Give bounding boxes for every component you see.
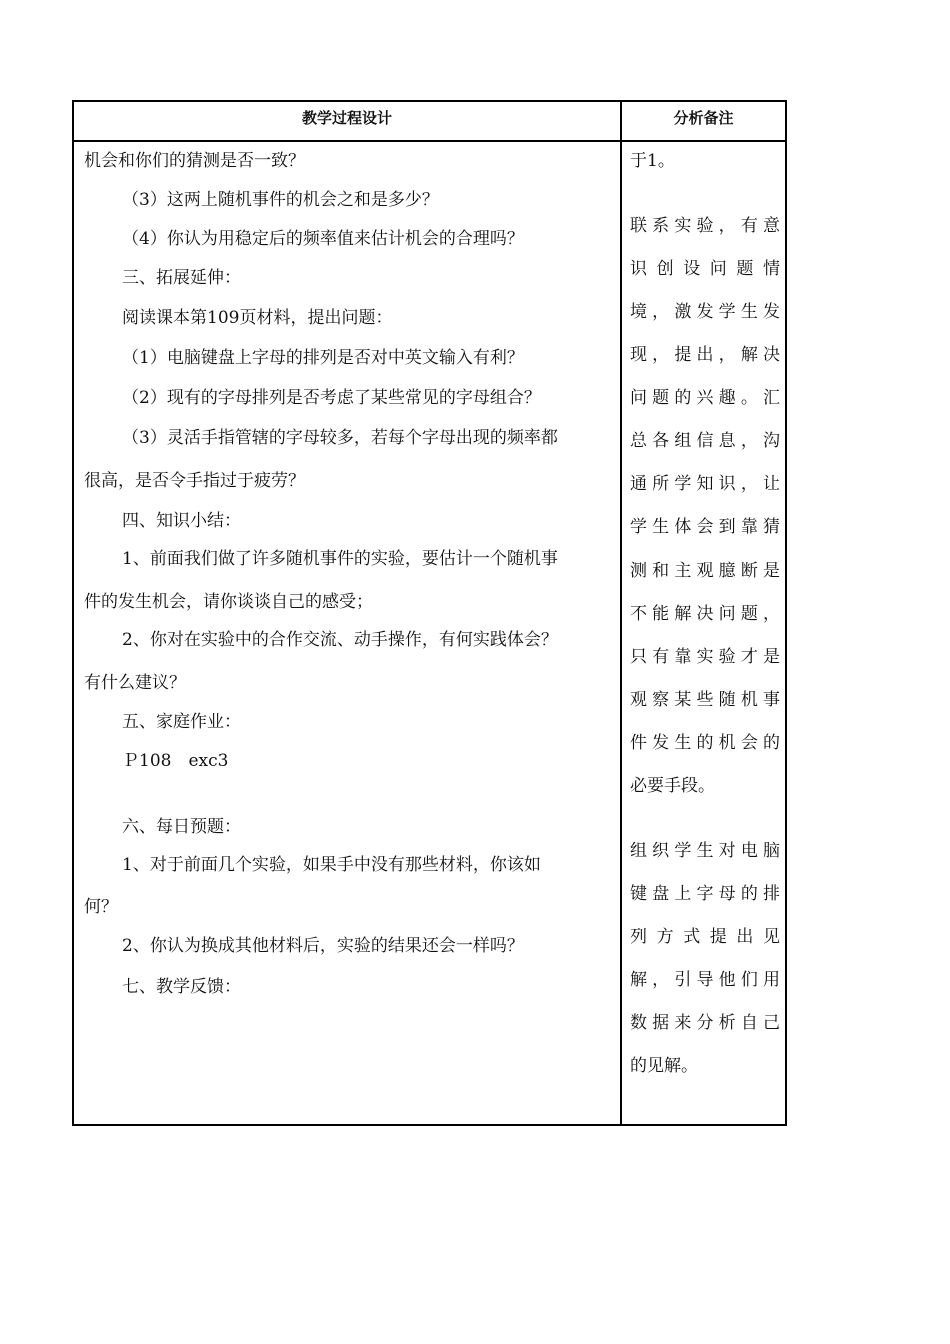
note-line: 联系实验，有意: [630, 216, 780, 236]
column-divider: [620, 102, 622, 1124]
process-line: 机会和你们的猜测是否一致？: [84, 151, 305, 171]
note-line: 件发生的机会的: [630, 733, 780, 753]
process-line: 2、你对在实验中的合作交流、动手操作，有何实践体会？: [122, 630, 558, 650]
section-heading: 四、知识小结：: [122, 511, 241, 531]
note-line: 不能解决问题，: [630, 604, 780, 624]
process-line: （3）这两上随机事件的机会之和是多少？: [122, 190, 439, 210]
process-line: （4）你认为用稳定后的频率值来估计机会的合理吗？: [122, 229, 524, 249]
section-heading: 三、拓展延伸：: [122, 268, 241, 288]
section-heading: 六、每日预题：: [122, 817, 241, 837]
note-line: 必要手段。: [630, 776, 715, 796]
note-line: 解，引导他们用: [630, 970, 780, 990]
section-heading: 七、教学反馈：: [122, 977, 241, 997]
note-line: 组织学生对电脑: [630, 841, 780, 861]
process-line: 件的发生机会，请你谈谈自己的感受；: [84, 592, 373, 612]
process-line: 有什么建议？: [84, 673, 186, 693]
note-line: 通所学知识，让: [630, 474, 780, 494]
process-line: 1、对于前面几个实验，如果手中没有那些材料，你该如: [122, 855, 541, 875]
section-heading: 五、家庭作业：: [122, 712, 241, 732]
note-line: 数据来分析自己: [630, 1013, 780, 1033]
header-divider: [74, 140, 785, 142]
process-line: 很高，是否令手指过于疲劳？: [84, 471, 305, 491]
lesson-table: [72, 100, 787, 1126]
process-line: 1、前面我们做了许多随机事件的实验，要估计一个随机事: [122, 549, 558, 569]
process-line: （2）现有的字母排列是否考虑了某些常见的字母组合？: [122, 388, 541, 408]
note-line: 键盘上字母的排: [630, 884, 780, 904]
note-line: 只有靠实验才是: [630, 647, 780, 667]
note-line: 的见解。: [630, 1056, 698, 1076]
process-line: （3）灵活手指管辖的字母较多，若每个字母出现的频率都: [122, 428, 558, 448]
header-teaching-process: 教学过程设计: [301, 109, 392, 127]
process-line: 2、你认为换成其他材料后，实验的结果还会一样吗？: [122, 936, 524, 956]
homework-line: Ｐ108 exc3: [122, 751, 229, 771]
note-line: 学生体会到靠猜: [630, 517, 780, 537]
process-line: 何？: [84, 897, 118, 917]
note-line: 总各组信息，沟: [630, 431, 780, 451]
note-line: 于1。: [630, 151, 675, 171]
note-line: 列方式提出见: [630, 927, 780, 947]
note-line: 现，提出，解决: [630, 345, 780, 365]
note-line: 识创设问题情: [630, 259, 780, 279]
process-line: （1）电脑键盘上字母的排列是否对中英文输入有利？: [122, 348, 524, 368]
note-line: 观察某些随机事: [630, 690, 780, 710]
header-analysis-notes: 分析备注: [673, 109, 734, 127]
note-line: 境，激发学生发: [630, 302, 780, 322]
note-line: 问题的兴趣。汇: [630, 388, 780, 408]
note-line: 测和主观臆断是: [630, 561, 780, 581]
process-line: 阅读课本第109页材料，提出问题：: [122, 308, 393, 328]
